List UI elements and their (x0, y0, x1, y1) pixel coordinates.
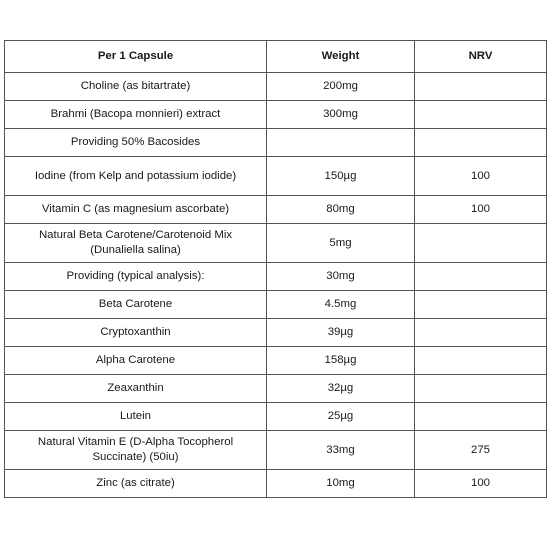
weight-cell: 25µg (267, 403, 415, 431)
nrv-cell (415, 73, 547, 101)
weight-cell: 32µg (267, 375, 415, 403)
table-row (5, 375, 547, 403)
nrv-cell (415, 375, 547, 403)
ingredient-cell: Vitamin C (as magnesium ascorbate) (5, 196, 267, 224)
weight-cell: 39µg (267, 319, 415, 347)
weight-cell: 150µg (267, 157, 415, 196)
nrv-cell: 275 (415, 431, 547, 470)
nrv-cell (415, 263, 547, 291)
table-header-row (5, 41, 547, 73)
nrv-cell: 100 (415, 196, 547, 224)
table-row (5, 263, 547, 291)
table-row (5, 129, 547, 157)
ingredient-cell: Natural Beta Carotene/Carotenoid Mix (Dunaliella salina) (5, 224, 267, 263)
table-row (5, 431, 547, 470)
ingredient-cell: Zinc (as citrate) (5, 470, 267, 498)
weight-cell: 33mg (267, 431, 415, 470)
weight-cell: 300mg (267, 101, 415, 129)
nrv-cell (415, 319, 547, 347)
table-row (5, 291, 547, 319)
ingredient-cell: Alpha Carotene (5, 347, 267, 375)
ingredient-cell: Zeaxanthin (5, 375, 267, 403)
weight-cell: 30mg (267, 263, 415, 291)
ingredient-cell: Providing (typical analysis): (5, 263, 267, 291)
ingredient-cell: Choline (as bitartrate) (5, 73, 267, 101)
ingredient-cell: Providing 50% Bacosides (5, 129, 267, 157)
ingredient-cell: Beta Carotene (5, 291, 267, 319)
table-row (5, 319, 547, 347)
header-weight: Weight (267, 41, 415, 73)
ingredient-cell: Natural Vitamin E (D-Alpha Tocopherol Succinate) (50iu) (5, 431, 267, 470)
table-row (5, 224, 547, 263)
table-row (5, 347, 547, 375)
header-ingredient: Per 1 Capsule (5, 41, 267, 73)
weight-cell: 5mg (267, 224, 415, 263)
nrv-cell: 100 (415, 157, 547, 196)
weight-cell: 200mg (267, 73, 415, 101)
weight-cell: 4.5mg (267, 291, 415, 319)
ingredient-cell: Cryptoxanthin (5, 319, 267, 347)
nrv-cell (415, 101, 547, 129)
nutrition-table (4, 40, 547, 498)
ingredient-cell: Brahmi (Bacopa monnieri) extract (5, 101, 267, 129)
table-row (5, 73, 547, 101)
nrv-cell (415, 224, 547, 263)
table-row (5, 196, 547, 224)
header-nrv: NRV (415, 41, 547, 73)
table-row (5, 101, 547, 129)
nrv-cell (415, 291, 547, 319)
nutrition-table-container (4, 40, 546, 498)
weight-cell: 158µg (267, 347, 415, 375)
weight-cell: 80mg (267, 196, 415, 224)
table-row (5, 403, 547, 431)
nrv-cell (415, 129, 547, 157)
weight-cell: 10mg (267, 470, 415, 498)
nrv-cell (415, 347, 547, 375)
table-row (5, 470, 547, 498)
ingredient-cell: Lutein (5, 403, 267, 431)
weight-cell (267, 129, 415, 157)
table-row (5, 157, 547, 196)
nrv-cell: 100 (415, 470, 547, 498)
nrv-cell (415, 403, 547, 431)
ingredient-cell: Iodine (from Kelp and potassium iodide) (5, 157, 267, 196)
